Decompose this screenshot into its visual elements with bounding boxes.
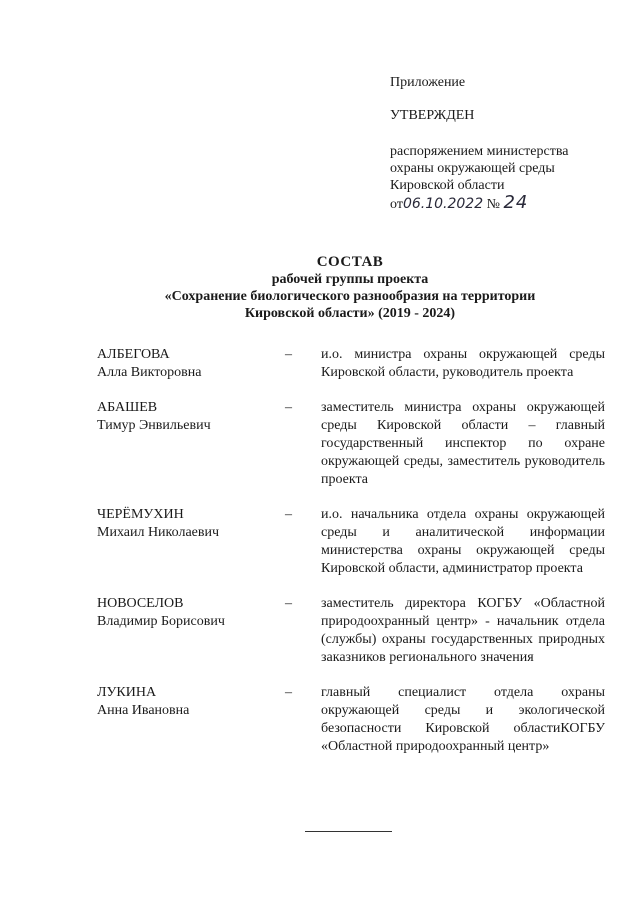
date-prefix: от xyxy=(390,197,403,212)
member-role: и.о. министра охраны окружающей среды Кировской области, руководитель проекта xyxy=(321,347,605,380)
approved-label: УТВЕРЖДЕН xyxy=(390,108,475,123)
dash-separator: – xyxy=(285,347,292,362)
member-role: и.о. начальника отдела охраны окружающей среды и аналитической информации министерства охраны окружающей среды Кировской области, администратор проекта xyxy=(321,507,605,576)
member-row xyxy=(97,684,605,756)
order-line: охраны окружающей среды xyxy=(390,161,555,176)
member-surname: НОВОСЕЛОВ xyxy=(97,596,184,611)
member-name xyxy=(97,684,285,756)
member-surname: АБАШЕВ xyxy=(97,400,158,415)
order-reference xyxy=(390,143,620,213)
member-role: заместитель министра охраны окружающей среды Кировской области – главный государственный инспектор по охране окружающей среды, заместитель руководитель проекта xyxy=(321,400,605,487)
member-given-name: Владимир Борисович xyxy=(97,614,225,629)
member-name xyxy=(97,399,285,489)
member-surname: ЛУКИНА xyxy=(97,685,157,700)
approval-block xyxy=(390,74,620,213)
member-name xyxy=(97,506,285,578)
footer-divider xyxy=(305,831,392,832)
order-line: Кировской области xyxy=(390,178,505,193)
member-name xyxy=(97,346,285,382)
member-row xyxy=(97,346,605,382)
order-date-number xyxy=(390,194,620,213)
member-row xyxy=(97,399,605,489)
title-line: «Сохранение биологического разнообразия на территории xyxy=(164,289,536,304)
title-main: СОСТАВ xyxy=(316,254,384,270)
member-given-name: Алла Викторовна xyxy=(97,365,202,380)
member-name xyxy=(97,595,285,667)
dash-separator: – xyxy=(285,507,292,522)
dash-separator: – xyxy=(285,596,292,611)
title-line: рабочей группы проекта xyxy=(271,272,429,287)
title-line: Кировской области» (2019 - 2024) xyxy=(244,306,456,321)
handwritten-number: 24 xyxy=(503,192,529,213)
member-given-name: Михаил Николаевич xyxy=(97,525,220,540)
member-surname: ЧЕРЁМУХИН xyxy=(97,507,184,522)
member-given-name: Анна Ивановна xyxy=(97,703,190,718)
document-title xyxy=(80,254,620,322)
member-given-name: Тимур Энвильевич xyxy=(97,418,211,433)
dash-separator: – xyxy=(285,685,292,700)
number-sign: № xyxy=(486,197,500,212)
handwritten-date: 06.10.2022 xyxy=(402,196,484,212)
appendix-label: Приложение xyxy=(390,75,466,90)
dash-separator: – xyxy=(285,400,292,415)
members-list xyxy=(97,346,605,773)
member-role: главный специалист отдела охраны окружающей среды и экологической безопасности Кировской областиКОГБУ «Областной природоохранный центр» xyxy=(321,685,605,754)
member-row xyxy=(97,595,605,667)
member-role: заместитель директора КОГБУ «Областной природоохранный центр» - начальник отдела (службы) охраны государственных природных заказников регионального значения xyxy=(321,596,605,665)
member-row xyxy=(97,506,605,578)
order-line: распоряжением министерства xyxy=(390,144,569,159)
member-surname: АЛБЕГОВА xyxy=(97,347,170,362)
